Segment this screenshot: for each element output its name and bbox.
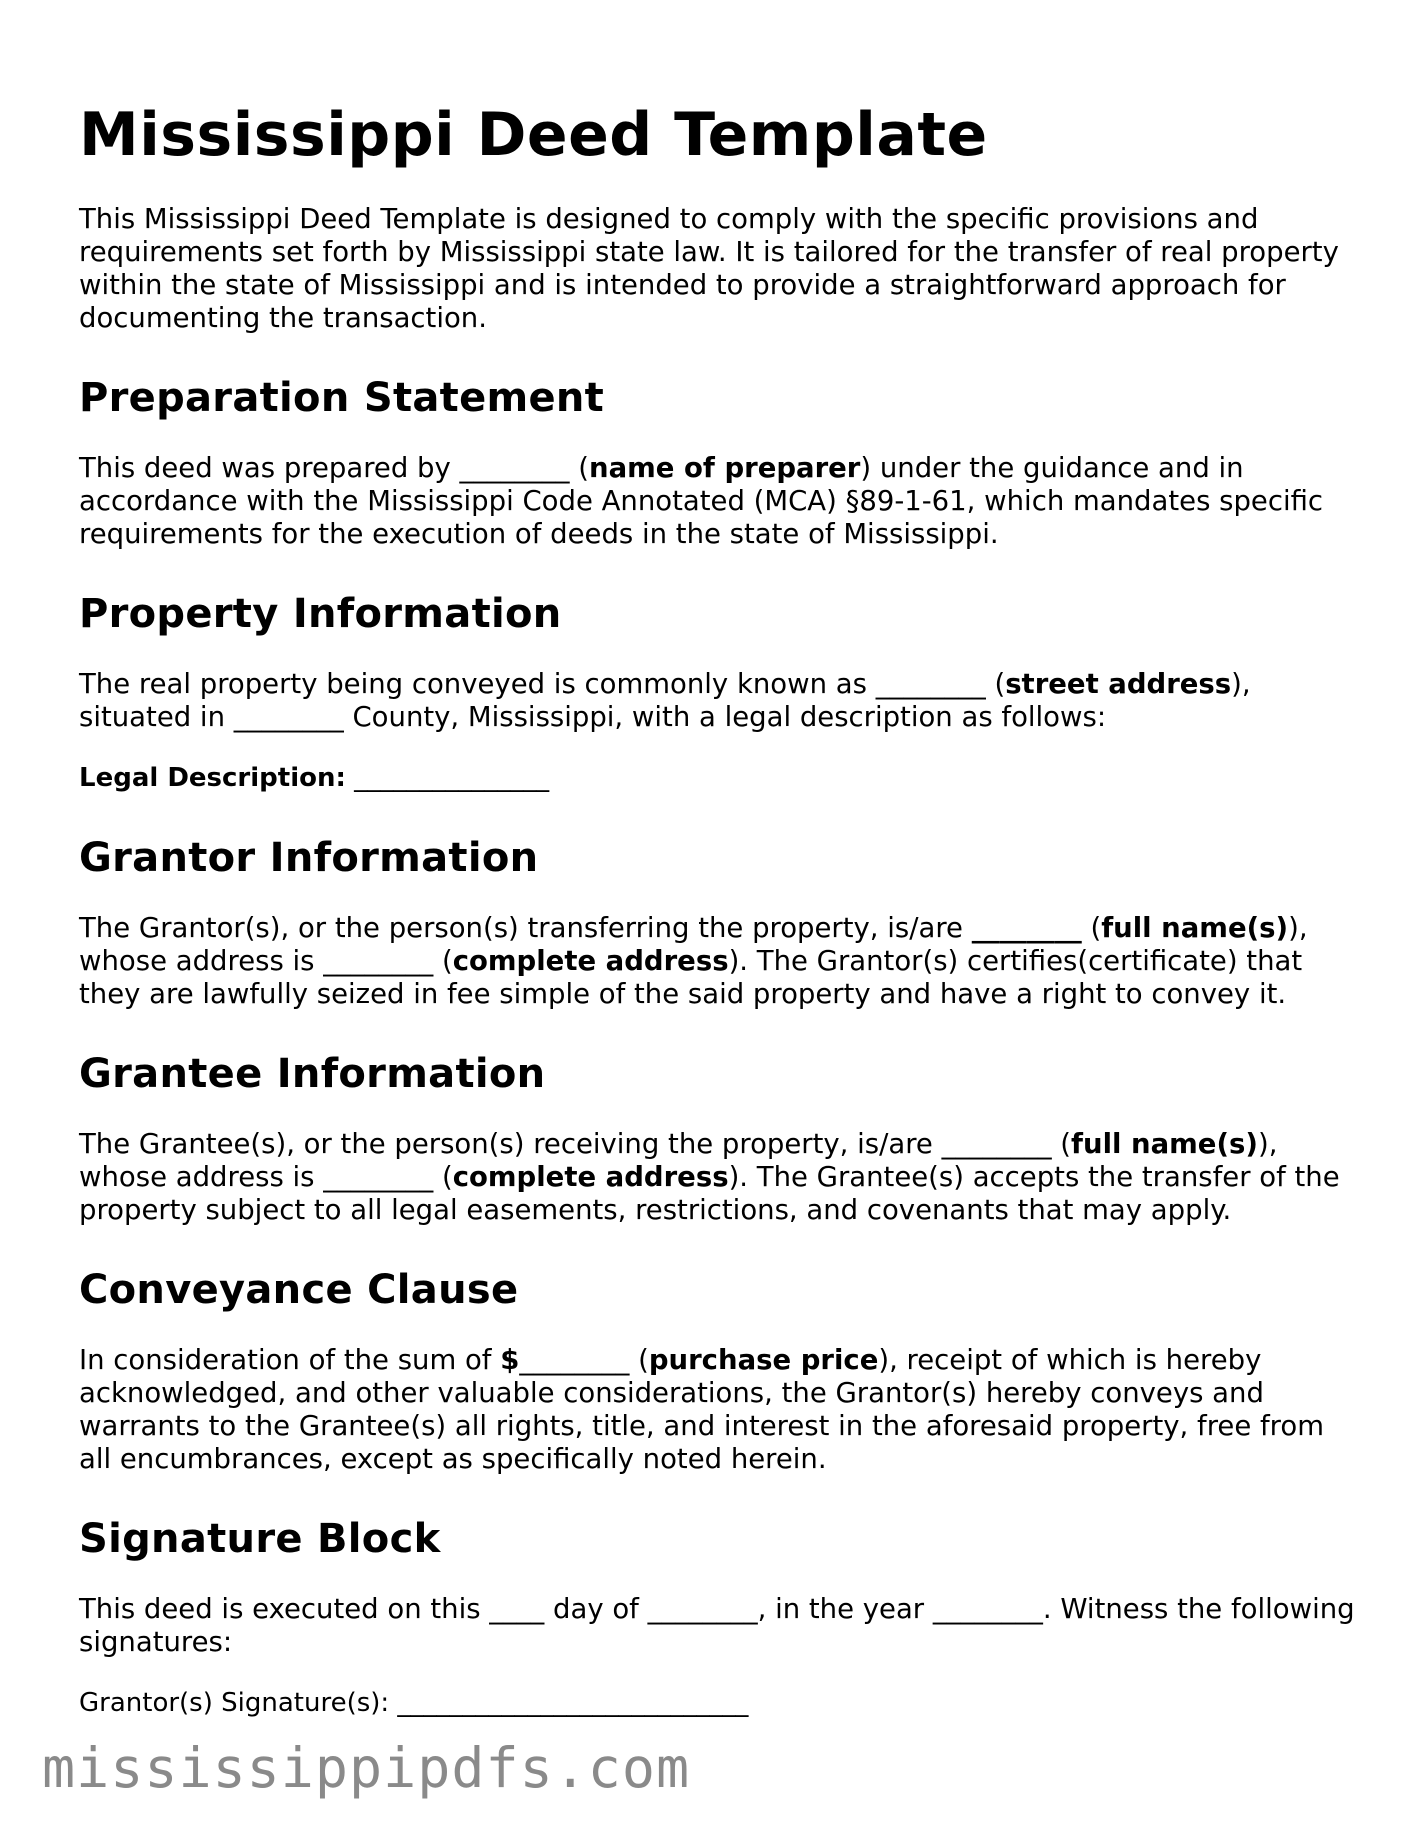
watermark: mississippipdfs.com xyxy=(42,1736,691,1800)
signature-heading: Signature Block xyxy=(79,1516,441,1562)
preparation-heading: Preparation Statement xyxy=(79,375,605,421)
preparation-paragraph: This deed was prepared by ________ (name of preparer) under the guidance and in accordance with the Mississippi Code Annotated (MCA) §89-1-61, which mandates specific requirements for the execution of deeds in the state of Mississippi. xyxy=(79,452,1324,550)
grantor-paragraph: The Grantor(s), or the person(s) transferring the property, is/are ________ (full name(s)), whose address is ________ (complete address). The Grantor(s) certifies(certificate) that they are lawfully seized in fee simple of the said property and have a right to convey it. xyxy=(79,912,1308,1010)
grantee-heading: Grantee Information xyxy=(79,1051,546,1097)
conveyance-heading: Conveyance Clause xyxy=(79,1267,519,1313)
property-heading: Property Information xyxy=(79,591,562,637)
grantor-heading: Grantor Information xyxy=(79,835,539,881)
signature-paragraph: This deed is executed on this ____ day of ________, in the year ________. Witness the following signatures: xyxy=(79,1593,1355,1658)
grantor-signature-line: Grantor(s) Signature(s): ___________________________ xyxy=(79,1688,749,1718)
intro-paragraph: This Mississippi Deed Template is designed to comply with the specific provisions and requirements set forth by Mississippi state law. It is tailored for the transfer of real property within the state of Mississippi and is intended to provide a straightforward approach for documenting the transaction. xyxy=(79,203,1339,334)
page-title: Mississippi Deed Template xyxy=(79,100,988,170)
grantee-paragraph: The Grantee(s), or the person(s) receiving the property, is/are ________ (full name(s)), whose address is ________ (complete address). The Grantee(s) accepts the transfer of the property subject to all legal easements, restrictions, and covenants that may apply. xyxy=(79,1128,1340,1226)
document-page xyxy=(79,96,1359,1720)
legal-description: Legal Description: _______________ xyxy=(79,763,550,793)
property-paragraph: The real property being conveyed is commonly known as ________ (street address), situated in ________ County, Mississippi, with a legal description as follows: xyxy=(79,668,1251,733)
conveyance-paragraph: In consideration of the sum of $________ (purchase price), receipt of which is hereby acknowledged, and other valuable considerations, the Grantor(s) hereby conveys and warrants to the Grantee(s) all rights, title, and interest in the aforesaid property, free from all encumbrances, except as specifically noted herein. xyxy=(79,1344,1324,1475)
